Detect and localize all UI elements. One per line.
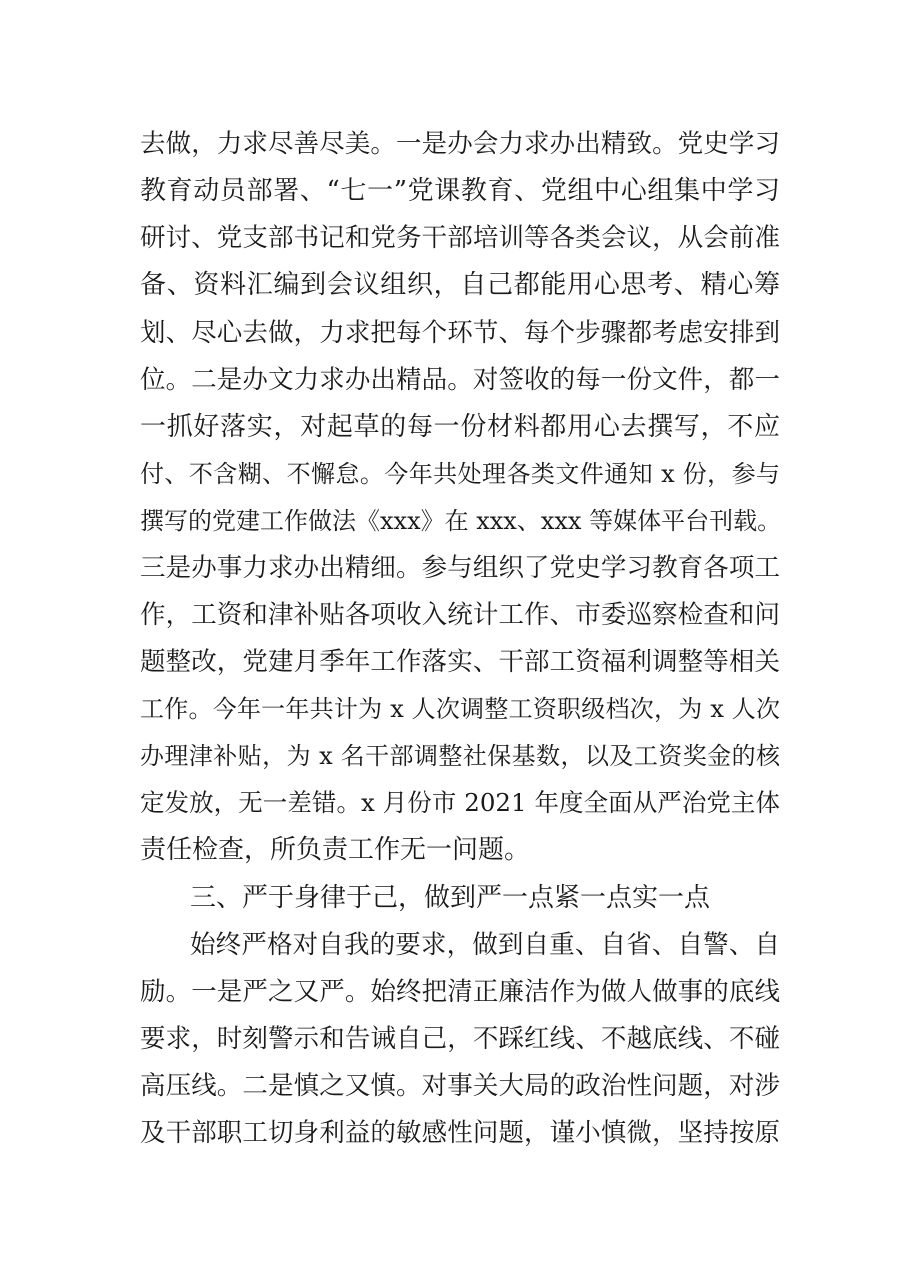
text-line: 励。一是严之又严。始终把清正廉洁作为做人做事的底线: [140, 977, 780, 1007]
text-line: 备、资料汇编到会议组织，自己都能用心思考、精心筹: [140, 270, 780, 300]
section-heading: 三、严于身律于己，做到严一点紧一点实一点: [190, 883, 711, 913]
text-line: 定发放，无一差错。x 月份市 2021 年度全面从严治党主体: [140, 788, 780, 817]
text-line: 研讨、党支部书记和党务干部培训等各类会议，从会前准: [140, 223, 780, 253]
text-line: 划、尽心去做，力求把每个环节、每个步骤都考虑安排到: [140, 318, 780, 348]
text-line: 三是办事力求办出精细。参与组织了党史学习教育各项工: [140, 553, 780, 583]
text-line: 始终严格对自我的要求，做到自重、自省、自警、自: [190, 930, 780, 960]
text-line: 位。二是办文力求办出精品。对签收的每一份文件，都一: [140, 365, 780, 395]
text-line: 要求，时刻警示和告诫自己，不踩红线、不越底线、不碰: [140, 1024, 780, 1054]
text-line: 责任检查，所负责工作无一问题。: [140, 835, 531, 865]
text-line: 高压线。二是慎之又慎。对事关大局的政治性问题，对涉: [140, 1071, 780, 1101]
text-line: 题整改，党建月季年工作落实、干部工资福利调整等相关: [140, 647, 780, 677]
text-line: 去做，力求尽善尽美。一是办会力求办出精致。党史学习: [140, 129, 780, 159]
text-line: 教育动员部署、“七一”党课教育、党组中心组集中学习: [140, 176, 780, 206]
text-line: 撰写的党建工作做法《xxx》在 xxx、xxx 等媒体平台刊载。: [140, 507, 782, 535]
text-line: 办理津补贴，为 x 名干部调整社保基数，以及工资奖金的核: [140, 742, 780, 770]
text-line: 作，工资和津补贴各项收入统计工作、市委巡察检查和问: [140, 600, 780, 630]
text-line: 付、不含糊、不懈怠。今年共处理各类文件通知 x 份，参与: [140, 460, 780, 488]
text-line: 一抓好落实，对起草的每一份材料都用心去撰写，不应: [140, 412, 780, 442]
text-line: 工作。今年一年共计为 x 人次调整工资职级档次，为 x 人次: [140, 695, 780, 723]
text-line: 及干部职工切身利益的敏感性问题，谨小慎微，坚持按原: [140, 1118, 780, 1148]
